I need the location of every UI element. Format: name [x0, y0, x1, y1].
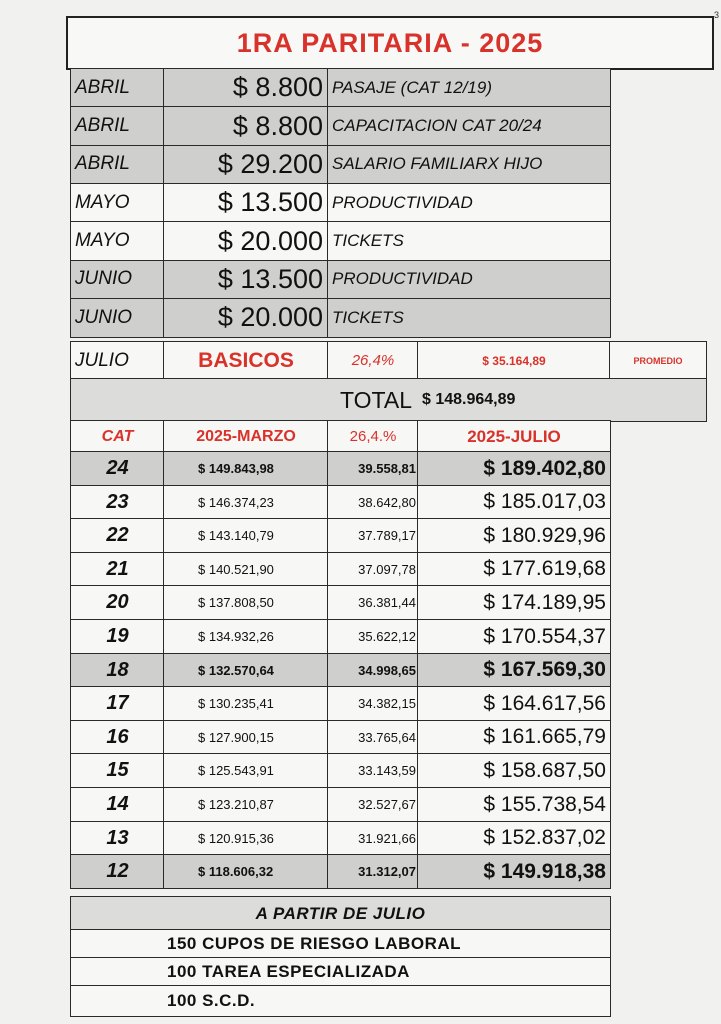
julio-month: JULIO [70, 341, 165, 380]
row-julio: $ 161.665,79 [417, 720, 611, 755]
row-increase: 35.622,12 [327, 619, 419, 654]
row-cat: 19 [70, 619, 165, 654]
row-cat: 14 [70, 787, 165, 822]
row-julio: $ 180.929,96 [417, 518, 611, 553]
payment-amount: $ 20.000 [163, 298, 329, 338]
row-increase: 31.312,07 [327, 854, 419, 889]
total-value: $ 148.964,89 [422, 391, 516, 408]
row-cat: 17 [70, 686, 165, 721]
julio-percent: 26,4% [327, 341, 419, 380]
footer-line-2: 100 TAREA ESPECIALIZADA [70, 957, 611, 987]
row-marzo: $ 127.900,15 [163, 720, 329, 755]
header-cat: CAT [70, 420, 165, 453]
row-increase: 34.998,65 [327, 653, 419, 688]
row-marzo: $ 118.606,32 [163, 854, 329, 889]
row-increase: 31.921,66 [327, 821, 419, 856]
row-marzo: $ 125.543,91 [163, 753, 329, 788]
row-marzo: $ 130.235,41 [163, 686, 329, 721]
payment-month: ABRIL [70, 106, 165, 146]
row-increase: 37.097,78 [327, 552, 419, 587]
payment-concept: TICKETS [327, 298, 611, 338]
payment-month: ABRIL [70, 145, 165, 185]
row-julio: $ 155.738,54 [417, 787, 611, 822]
payment-month: ABRIL [70, 68, 165, 108]
row-julio: $ 170.554,37 [417, 619, 611, 654]
footer-heading: A PARTIR DE JULIO [70, 896, 611, 931]
payment-month: MAYO [70, 183, 165, 223]
row-marzo: $ 123.210,87 [163, 787, 329, 822]
row-julio: $ 152.837,02 [417, 821, 611, 856]
header-marzo: 2025-MARZO [163, 420, 329, 453]
row-cat: 22 [70, 518, 165, 553]
row-cat: 23 [70, 485, 165, 520]
payment-amount: $ 20.000 [163, 221, 329, 261]
payment-concept: CAPACITACION CAT 20/24 [327, 106, 611, 146]
row-marzo: $ 143.140,79 [163, 518, 329, 553]
row-julio: $ 164.617,56 [417, 686, 611, 721]
total-label: TOTAL [340, 386, 412, 413]
row-increase: 34.382,15 [327, 686, 419, 721]
row-increase: 38.642,80 [327, 485, 419, 520]
row-cat: 20 [70, 585, 165, 620]
row-cat: 16 [70, 720, 165, 755]
row-julio: $ 167.569,30 [417, 653, 611, 688]
row-cat: 15 [70, 753, 165, 788]
julio-average-label: PROMEDIO [609, 341, 707, 380]
payment-amount: $ 8.800 [163, 68, 329, 108]
row-cat: 18 [70, 653, 165, 688]
footer-line-1: 150 CUPOS DE RIESGO LABORAL [70, 929, 611, 959]
footer-line-3: 100 S.C.D. [70, 985, 611, 1017]
row-cat: 12 [70, 854, 165, 889]
row-marzo: $ 134.932,26 [163, 619, 329, 654]
row-marzo: $ 149.843,98 [163, 451, 329, 486]
row-increase: 36.381,44 [327, 585, 419, 620]
payment-amount: $ 29.200 [163, 145, 329, 185]
row-julio: $ 185.017,03 [417, 485, 611, 520]
row-increase: 37.789,17 [327, 518, 419, 553]
payment-concept: TICKETS [327, 221, 611, 261]
payment-concept: PRODUCTIVIDAD [327, 260, 611, 300]
payment-concept: SALARIO FAMILIARX HIJO [327, 145, 611, 185]
row-julio: $ 189.402,80 [417, 451, 611, 486]
row-increase: 33.143,59 [327, 753, 419, 788]
paritaria-sheet [66, 16, 712, 1020]
row-increase: 32.527,67 [327, 787, 419, 822]
row-marzo: $ 146.374,23 [163, 485, 329, 520]
payment-month: JUNIO [70, 298, 165, 338]
row-julio: $ 177.619,68 [417, 552, 611, 587]
julio-basicos-label: BASICOS [163, 341, 329, 380]
header-percent: 26,4.% [327, 420, 419, 453]
payment-amount: $ 13.500 [163, 183, 329, 223]
page-number: 3 [713, 10, 719, 20]
row-increase: 33.765,64 [327, 720, 419, 755]
payment-amount: $ 8.800 [163, 106, 329, 146]
payment-amount: $ 13.500 [163, 260, 329, 300]
row-cat: 24 [70, 451, 165, 486]
row-cat: 21 [70, 552, 165, 587]
row-marzo: $ 132.570,64 [163, 653, 329, 688]
row-marzo: $ 140.521,90 [163, 552, 329, 587]
payment-concept: PRODUCTIVIDAD [327, 183, 611, 223]
row-julio: $ 158.687,50 [417, 753, 611, 788]
row-cat: 13 [70, 821, 165, 856]
payment-concept: PASAJE (CAT 12/19) [327, 68, 611, 108]
row-julio: $ 174.189,95 [417, 585, 611, 620]
document-title: 1RA PARITARIA - 2025 [66, 16, 714, 70]
julio-average: $ 35.164,89 [417, 341, 611, 380]
row-julio: $ 149.918,38 [417, 854, 611, 889]
header-julio: 2025-JULIO [417, 420, 611, 453]
row-increase: 39.558,81 [327, 451, 419, 486]
payment-month: JUNIO [70, 260, 165, 300]
row-marzo: $ 120.915,36 [163, 821, 329, 856]
payment-month: MAYO [70, 221, 165, 261]
row-marzo: $ 137.808,50 [163, 585, 329, 620]
